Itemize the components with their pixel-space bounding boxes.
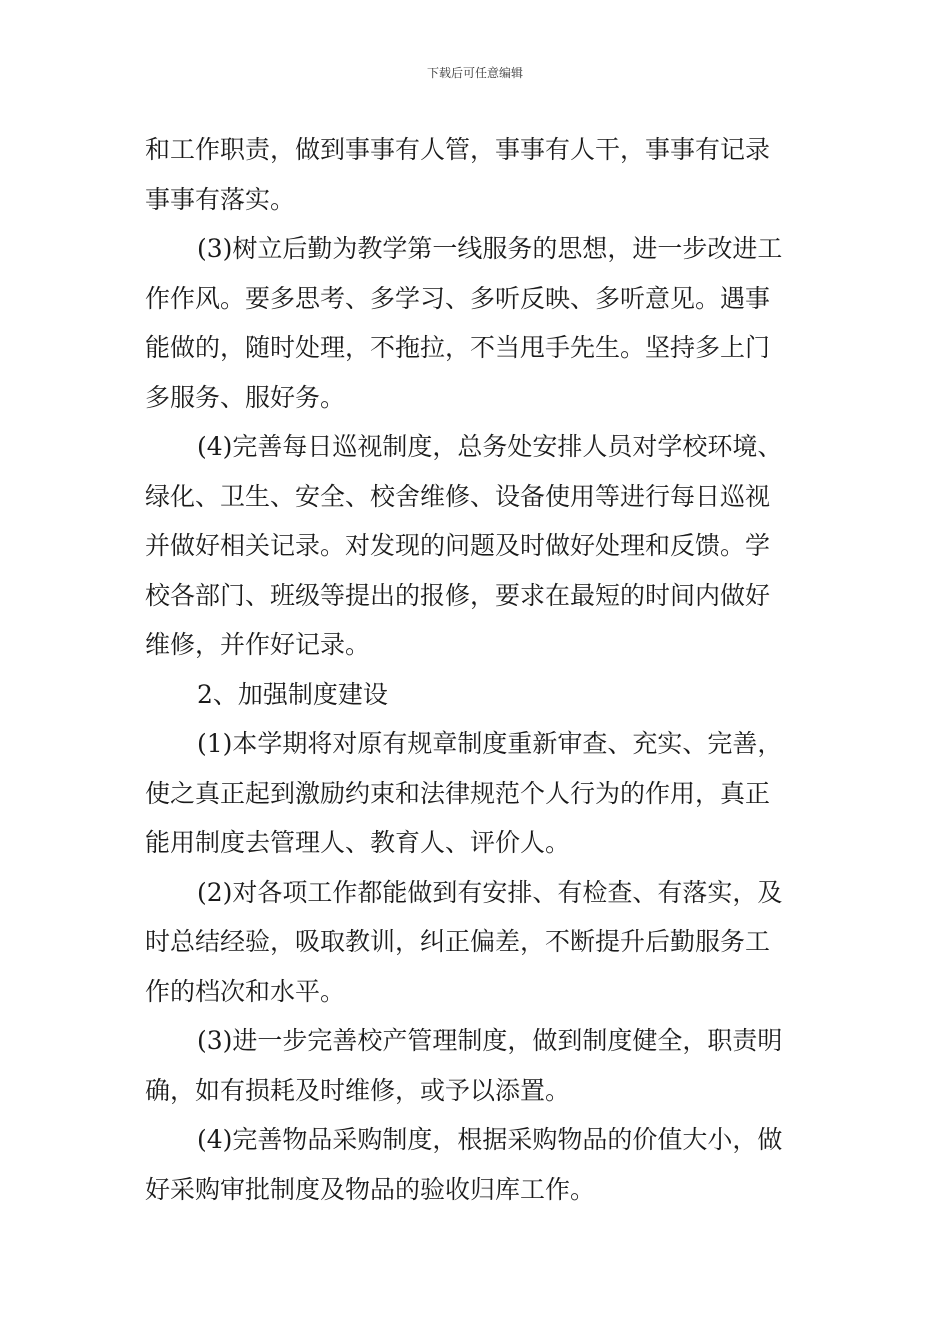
text-line: 作作风。要多思考、多学习、多听反映、多听意见。遇事 [145, 283, 771, 313]
paragraph-start-line: (4)完善物品采购制度，根据采购物品的价值大小，做 [197, 1125, 783, 1154]
text-line: 多服务、服好务。 [145, 382, 346, 412]
paragraph-start-line: (3)树立后勤为教学第一线服务的思想，进一步改进工 [197, 234, 783, 263]
paragraph-start-line: (4)完善每日巡视制度，总务处安排人员对学校环境、 [197, 432, 783, 461]
paragraph-start-line: (2)对各项工作都能做到有安排、有检查、有落实，及 [197, 877, 783, 907]
text-line: 能用制度去管理人、教育人、评价人。 [145, 828, 571, 857]
text-line: 作的档次和水平。 [145, 976, 346, 1006]
paragraph-start-line: (1)本学期将对原有规章制度重新审查、充实、完善， [197, 729, 783, 758]
text-line: 确，如有损耗及时维修，或予以添置。 [145, 1075, 571, 1105]
text-line: 能做的，随时处理，不拖拉，不当甩手先生。坚持多上门 [145, 333, 771, 362]
text-line: 时总结经验，吸取教训，纠正偏差，不断提升后勤服务工 [145, 927, 771, 956]
page-header: 下载后可任意编辑 [426, 66, 523, 80]
text-line: 维修，并作好记录。 [145, 630, 371, 659]
text-line: 绿化、卫生、安全、校舍维修、设备使用等进行每日巡视 [145, 481, 771, 511]
paragraph-start-line: (3)进一步完善校产管理制度，做到制度健全，职责明 [197, 1026, 783, 1055]
text-line: 和工作职责，做到事事有人管，事事有人干，事事有记录 [145, 135, 771, 164]
text-line: 好采购审批制度及物品的验收归库工作。 [145, 1174, 596, 1204]
section-heading: 2、加强制度建设 [197, 679, 388, 709]
document-body [145, 125, 809, 1214]
text-line: 并做好相关记录。对发现的问题及时做好处理和反馈。学 [145, 531, 771, 560]
text-line: 事事有落实。 [145, 184, 296, 214]
text-line: 使之真正起到激励约束和法律规范个人行为的作用，真正 [145, 778, 771, 808]
text-line: 校各部门、班级等提出的报修，要求在最短的时间内做好 [145, 580, 771, 610]
